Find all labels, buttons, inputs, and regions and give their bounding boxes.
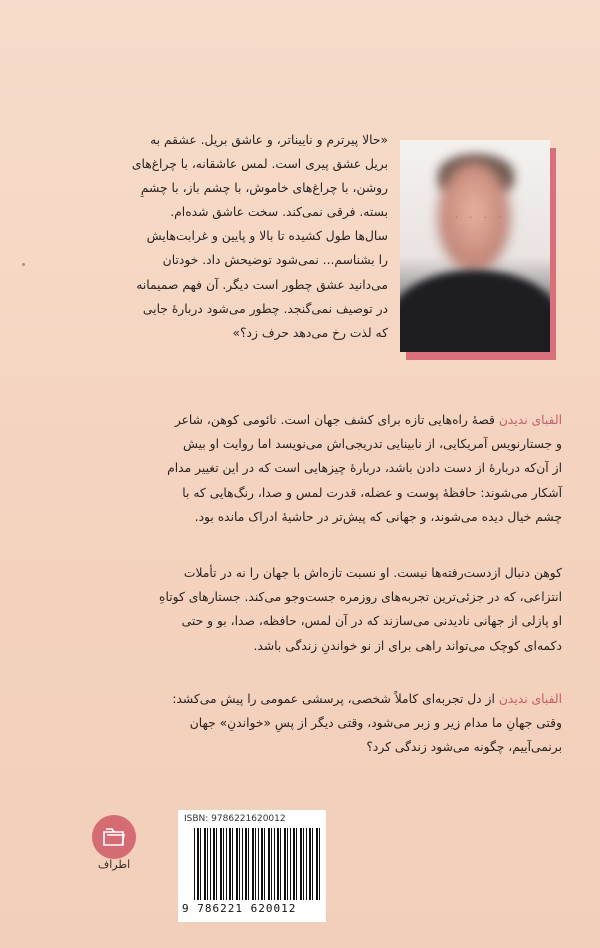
- blurred-portrait: [400, 140, 550, 352]
- description-paragraph-2: [38, 561, 562, 658]
- paragraph-text: قصهٔ راه‌هایی تازه برای کشف جهان است. نائومی کوهن، شاعر: [174, 413, 499, 427]
- paragraph-line: آشکار می‌شوند: حافظهٔ پوست و عضله، قدرت لمس و صدا، رنگ‌هایی که با: [182, 485, 562, 500]
- paragraph-line: [38, 687, 562, 711]
- barcode-digits: 9 786221 620012: [182, 902, 297, 915]
- quote-line: «حالا پیرترم و ناییناتر، و عاشق بریل. عشقم به: [150, 133, 388, 147]
- barcode-bars: [194, 828, 322, 900]
- portrait-marks: . . . .: [455, 210, 506, 221]
- quote-line: که لذت رخ می‌دهد حرف زد؟»: [232, 325, 388, 340]
- description-paragraph-1: [38, 408, 562, 529]
- description-paragraph-3: [38, 687, 562, 760]
- folder-icon: [102, 826, 126, 848]
- paragraph-line: از آن‌که دربارهٔ از دست دادن باشد، دربارهٔ چیزهایی است که در این تغییر مدام: [167, 461, 562, 476]
- paragraph-line: و جستارنویس آمریکایی، از نابینایی تدریجی‌اش می‌نویسد اما روایت او بیش: [182, 437, 562, 452]
- paragraph-line: برنمی‌آییم، چگونه می‌شود زندگی کرد؟: [366, 740, 562, 755]
- paragraph-line: کوهن دنبال ازدست‌رفته‌ها نیست. او نسبت تازه‌اش با جهان را نه در تأملات: [183, 566, 562, 580]
- paragraph-line: وقتی جهانِ ما مدام زیر و زبر می‌شود، وقتی دیگر از پسِ «خواندنِ» جهان: [189, 716, 562, 731]
- author-quote: [118, 128, 388, 345]
- book-title-reference: الفبای ندیدن: [498, 692, 562, 706]
- quote-line: روشن، با چراغ‌های خاموش، با چشم باز، با چشمِ: [140, 181, 388, 196]
- book-title-reference: الفبای ندیدن: [498, 413, 562, 427]
- quote-line: را بشناسم... نمی‌شود توضیحش داد. خودتان: [162, 253, 388, 268]
- portrait-body: [400, 270, 550, 352]
- paragraph-text: از دل تجربه‌ای کاملاً شخصی، پرسشی عمومی را پیش می‌کشد:: [172, 692, 499, 706]
- paragraph-line: او پازلی از جهانی نادیدنی می‌سازند که در آن لمس، حافظه، صدا، بو و حتی: [181, 614, 562, 629]
- isbn-label: ISBN: 9786221620012: [184, 814, 286, 824]
- paragraph-line: [38, 408, 562, 432]
- quote-line: بسته. فرقی نمی‌کند. سخت عاشق شده‌ام.: [170, 205, 388, 220]
- paragraph-line: انتزاعی، که در جزئی‌ترین تجربه‌های روزمره جست‌وجو می‌کند. جستارهای کوتاهِ: [159, 590, 562, 605]
- paper-speck: [22, 263, 25, 266]
- paragraph-line: دکمه‌ای کوچک می‌تواند راهی برای از نو خواندنِ زندگی باشد.: [253, 638, 562, 653]
- paragraph-line: چشم خیال دیده می‌شوند، و جهانی که پیش‌تر در حاشیهٔ ادراک مانده بود.: [194, 509, 562, 524]
- quote-line: بریل عشق پیری است. لمس عاشقانه، با چراغ‌های: [131, 157, 388, 172]
- quote-line: در توصیف نمی‌گنجد. چطور می‌شود دربارهٔ جایی: [142, 301, 388, 316]
- isbn-barcode: [178, 810, 326, 922]
- author-photo: [400, 140, 560, 360]
- publisher-name: اطراف: [97, 858, 131, 871]
- publisher-logo: [92, 815, 136, 859]
- quote-line: سال‌ها طول کشیده تا بالا و پایین و غرابت‌هایش: [146, 229, 388, 244]
- quote-line: می‌دانید عشق چطور است دیگر. آن فهم صمیمانه: [136, 277, 388, 292]
